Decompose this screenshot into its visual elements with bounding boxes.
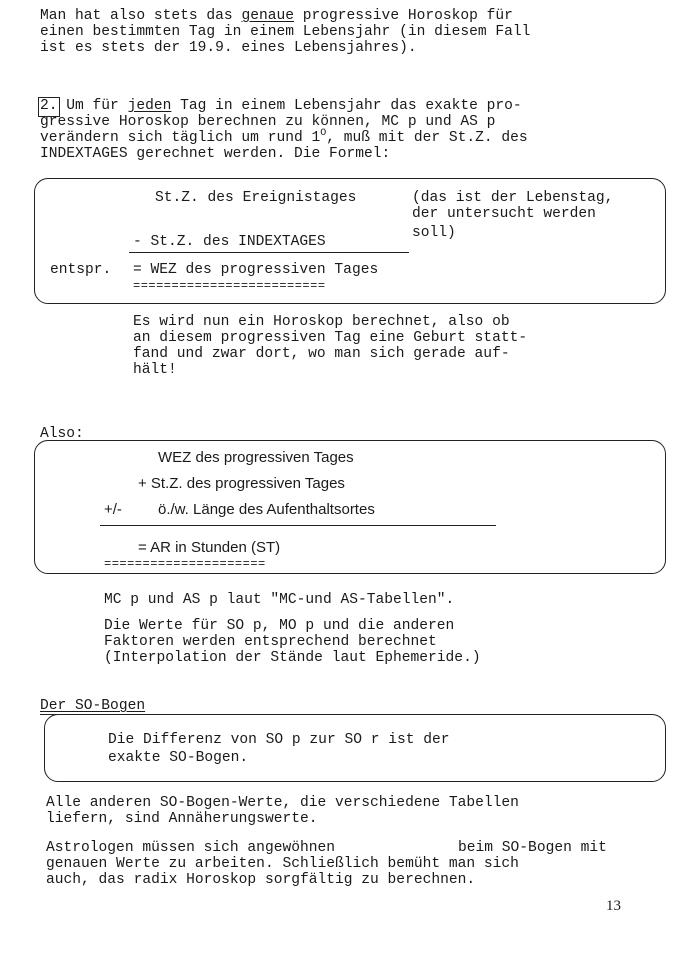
sobogen-heading: Der SO-Bogen [40,698,146,714]
explain-line-4: hält! [133,362,177,378]
formula2-rule [100,525,496,526]
after-line-2: Die Werte für SO p, MO p und die anderen [104,618,455,634]
section2-line-1: 2. Um für jeden Tag in einem Lebensjahr das exakte pro- [40,98,522,114]
closing-line-3b: beim SO-Bogen mit [458,840,607,856]
formula2-result: = AR in Stunden (ST) [138,539,281,556]
formula2-row-1: WEZ des progressiven Tages [158,449,354,466]
closing-line-1: Alle anderen SO-Bogen-Werte, die verschiedene Tabellen [46,795,519,811]
formula1-double-underline: ========================= [133,279,326,293]
formula1-note-1: (das ist der Lebenstag, [412,190,614,206]
formula1-rule [129,252,409,253]
explain-line-3: fand und zwar dort, wo man sich gerade auf- [133,346,510,362]
section2-line-2: gressive Horoskop berechnen zu können, MC p und AS p [40,114,496,130]
section2-line-4: INDEXTAGES gerechnet werden. Die Formel: [40,146,391,162]
formula1-note-3: soll) [412,225,456,241]
formula1-note-2: der untersucht werden [412,206,596,222]
formula1-result: = WEZ des progressiven Tages [133,262,379,278]
formula2-row-3-prefix: +/- [104,501,122,518]
formula1-prefix: entspr. [50,262,112,278]
after-line-4: (Interpolation der Stände laut Ephemeride.) [104,650,481,666]
sobogen-box [44,714,666,782]
intro-line-1: Man hat also stets das genaue progressive Horoskop für [40,8,513,24]
also-label: Also: [40,426,84,442]
page-number: 13 [606,898,621,914]
formula2-row-3: ö./w. Länge des Aufenthaltsortes [158,501,375,518]
sobogen-box-line-1: Die Differenz von SO p zur SO r ist der [108,732,450,748]
closing-line-5: auch, das radix Horoskop sorgfältig zu berechnen. [46,872,476,888]
formula2-double-underline: ===================== [104,557,266,571]
explain-line-2: an diesem progressiven Tag eine Geburt statt- [133,330,528,346]
intro-line-2: einen bestimmten Tag in einem Lebensjahr (in diesem Fall [40,24,531,40]
closing-line-2: liefern, sind Annäherungswerte. [46,811,318,827]
formula1-row-1: St.Z. des Ereignistages [155,190,357,206]
section2-line-3: verändern sich täglich um rund $1^O$, muß mit der St.Z. des [40,128,528,146]
intro-line-3: ist es stets der 19.9. eines Lebensjahres). [40,40,417,56]
formula2-row-2: + St.Z. des progressiven Tages [138,475,345,492]
formula1-row-2: - St.Z. des INDEXTAGES [133,234,326,250]
sobogen-box-line-2: exakte SO-Bogen. [108,750,249,766]
closing-line-3a: Astrologen müssen sich angewöhnen [46,840,336,856]
explain-line-1: Es wird nun ein Horoskop berechnet, also ob [133,314,510,330]
closing-line-4: genauen Werte zu arbeiten. Schließlich bemüht man sich [46,856,519,872]
after-line-1: MC p und AS p laut "MC-und AS-Tabellen". [104,592,455,608]
after-line-3: Faktoren werden entsprechend berechnet [104,634,437,650]
